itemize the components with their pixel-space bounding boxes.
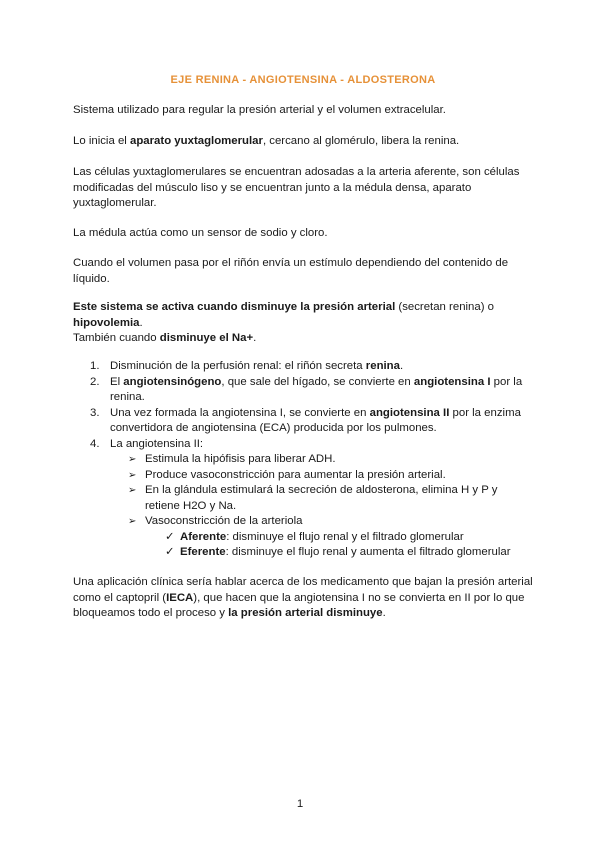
paragraph-intro: Sistema utilizado para regular la presión arterial y el volumen extracelular. xyxy=(73,104,446,116)
sublist-item: ➢ Vasoconstricción de la arteriola xyxy=(73,514,533,530)
sublist-item: ➢ En la glándula estimulará la secreción de aldosterona, elimina H y P y retiene H2O y Na. xyxy=(128,484,498,512)
paragraph-clinical: Una aplicación clínica sería hablar acerca de los medicamento que bajan la presión arterial como el captopril (IECA), que hacen que la angiotensina I no se convierta en II por lo que bloqueamos todo el proceso y la presión arterial disminuye. xyxy=(73,576,533,619)
paragraph-activation: Este sistema se activa cuando disminuye la presión arterial (secretan renina) o hipovolemia. También cuando disminuye el Na+. xyxy=(73,301,495,344)
page-number: 1 xyxy=(296,798,304,810)
checkmark-icon: ✓ xyxy=(165,530,175,543)
arrowhead-icon: ➢ xyxy=(128,516,137,527)
list-item: 4. La angiotensina II: xyxy=(90,437,204,450)
paragraph-medula: La médula actúa como un sensor de sodio y cloro. xyxy=(73,227,328,239)
paragraph-start: Lo inicia el aparato yuxtaglomerular, cercano al glomérulo, libera la renina. xyxy=(73,135,460,147)
sublist-item: ➢ Produce vasoconstricción para aumentar la presión arterial. xyxy=(73,468,533,484)
page-title: EJE RENINA - ANGIOTENSINA - ALDOSTERONA xyxy=(170,74,436,86)
sublist-item: ➢ Estimula la hipófisis para liberar ADH. xyxy=(73,452,533,468)
paragraph-volume: Cuando el volumen pasa por el riñón envía un estímulo dependiendo del contenido de líquido. xyxy=(73,257,509,285)
list-item: 3. Una vez formada la angiotensina I, se convierte en angiotensina II por la enzima convertidora de angiotensina (ECA) producida por los pulmones. xyxy=(90,406,521,434)
check-item: ✓ Eferente: disminuye el flujo renal y aumenta el filtrado glomerular xyxy=(73,545,533,561)
checkmark-icon: ✓ xyxy=(165,546,175,558)
check-item: ✓ Aferente: disminuye el flujo renal y el filtrado glomerular xyxy=(73,530,533,546)
paragraph-cells: Las células yuxtaglomerulares se encuentran adosadas a la arteria aferente, son células modificadas del músculo liso y se encuentran junto a la médula densa, aparato yuxtaglomerular. xyxy=(73,166,520,209)
arrowhead-icon: ➢ xyxy=(128,469,137,481)
arrowhead-icon: ➢ xyxy=(128,485,137,496)
arrowhead-icon: ➢ xyxy=(128,454,137,465)
numbered-list xyxy=(73,359,533,561)
list-item: 1. Disminución de la perfusión renal: el riñón secreta renina. xyxy=(90,360,404,372)
list-item: 2. El angiotensinógeno, que sale del hígado, se convierte en angiotensina I por la renina. xyxy=(90,375,523,403)
